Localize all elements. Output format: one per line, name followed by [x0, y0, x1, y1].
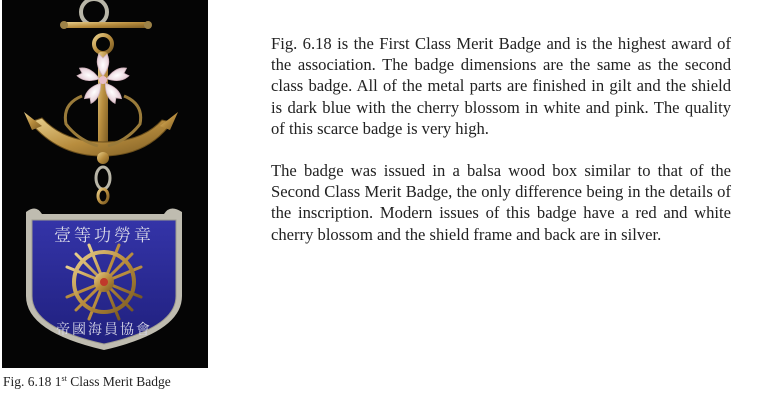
badge-inscription-bottom: 帝國海員協會	[56, 322, 152, 338]
badge-photo	[2, 0, 208, 368]
anchor	[24, 35, 178, 164]
suspension-ring	[60, 0, 152, 29]
caption-suffix: Class Merit Badge	[66, 374, 171, 389]
ships-wheel-icon	[64, 242, 144, 322]
paragraph-1: Fig. 6.18 is the First Class Merit Badge and is the highest award of the association. The badge dimensions are the same as the second class badge. All of the metal parts are finished in gilt and the shield is dark blue with the cherry blossom in white and pink. The quality of this scarce badge is very high.	[271, 34, 731, 138]
figure-caption	[3, 370, 263, 391]
article-body	[271, 33, 731, 245]
shield	[26, 208, 182, 350]
merit-badge-illustration	[2, 0, 208, 368]
caption-superscript: st	[61, 374, 67, 383]
badge-inscription-top: 壹等功勞章	[54, 226, 154, 246]
caption-prefix: Fig. 6.18 1	[3, 374, 62, 389]
chain-link	[96, 167, 110, 203]
paragraph-2: The badge was issued in a balsa wood box similar to that of the Second Class Merit Badge, the only difference being in the details of the inscription. Modern issues of this badge have a red and white cherry blossom and the shield frame and back are in silver.	[271, 161, 731, 244]
